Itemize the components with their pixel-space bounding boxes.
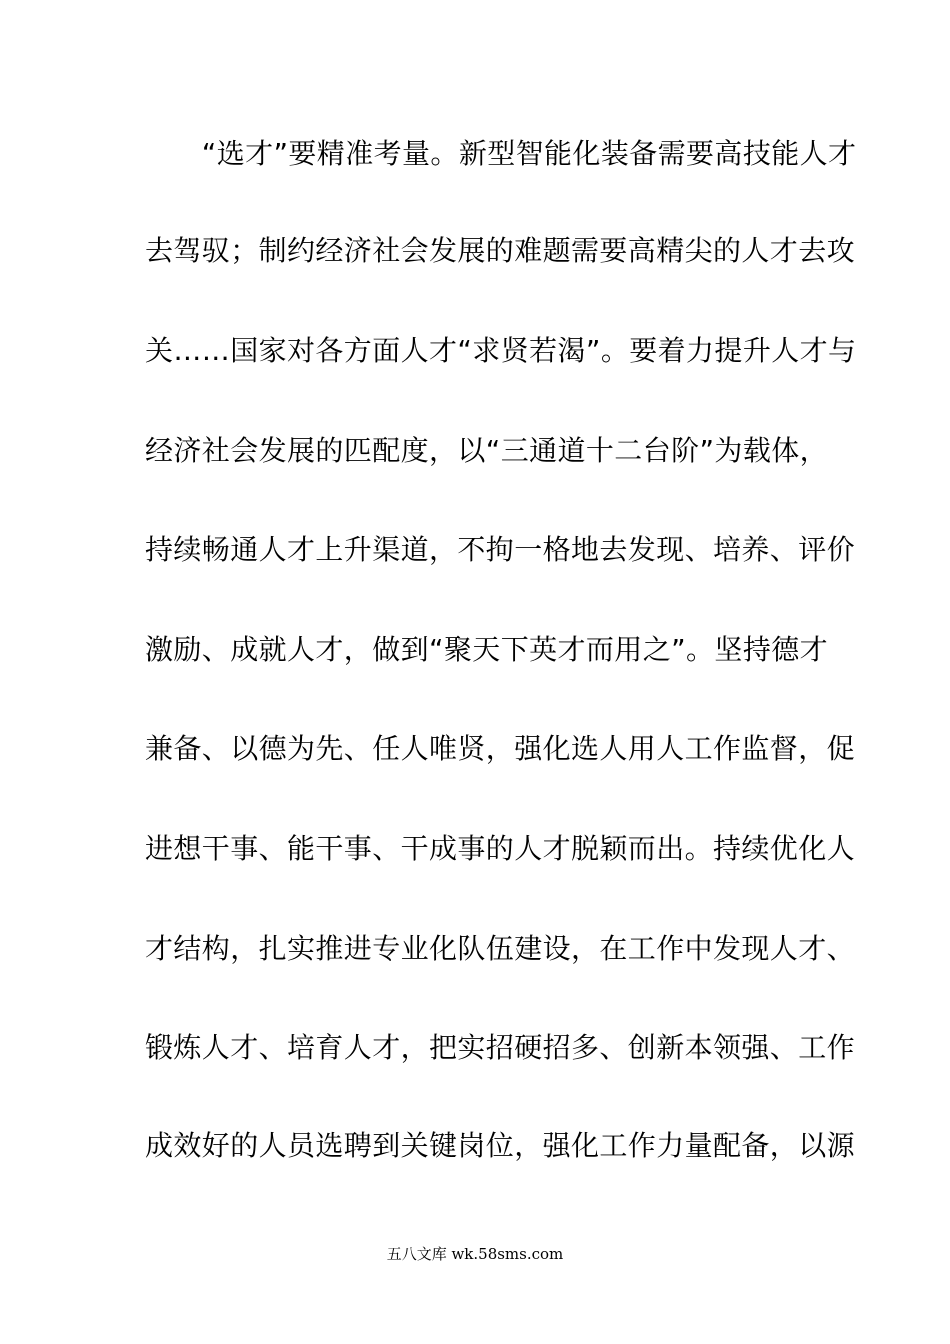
paragraph-line-9: 才结构，扎实推进专业化队伍建设，在工作中发现人才、 <box>145 932 856 965</box>
paragraph-line-6: 激励、成就人才，做到“聚天下英才而用之”。坚持德才 <box>145 633 829 666</box>
paragraph-line-3: 关……国家对各方面人才“求贤若渴”。要着力提升人才与 <box>145 334 857 367</box>
paragraph-line-2: 去驾驭；制约经济社会发展的难题需要高精尖的人才去攻 <box>145 234 856 267</box>
paragraph-line-4: 经济社会发展的匹配度，以“三通道十二台阶”为载体， <box>145 434 829 467</box>
paragraph-line-7: 兼备、以德为先、任人唯贤，强化选人用人工作监督，促 <box>145 732 856 765</box>
paragraph-line-11: 成效好的人员选聘到关键岗位，强化工作力量配备，以源 <box>145 1129 856 1162</box>
page-footer: 五八文库 wk.58sms.com <box>386 1245 564 1263</box>
paragraph-line-8: 进想干事、能干事、干成事的人才脱颖而出。持续优化人 <box>145 832 856 865</box>
paragraph-line-10: 锻炼人才、培育人才，把实招硬招多、创新本领强、工作 <box>145 1031 856 1064</box>
paragraph-line-5: 持续畅通人才上升渠道，不拘一格地去发现、培养、评价 <box>145 533 856 566</box>
paragraph-line-1: “选才”要精准考量。新型智能化装备需要高技能人才 <box>145 137 857 170</box>
